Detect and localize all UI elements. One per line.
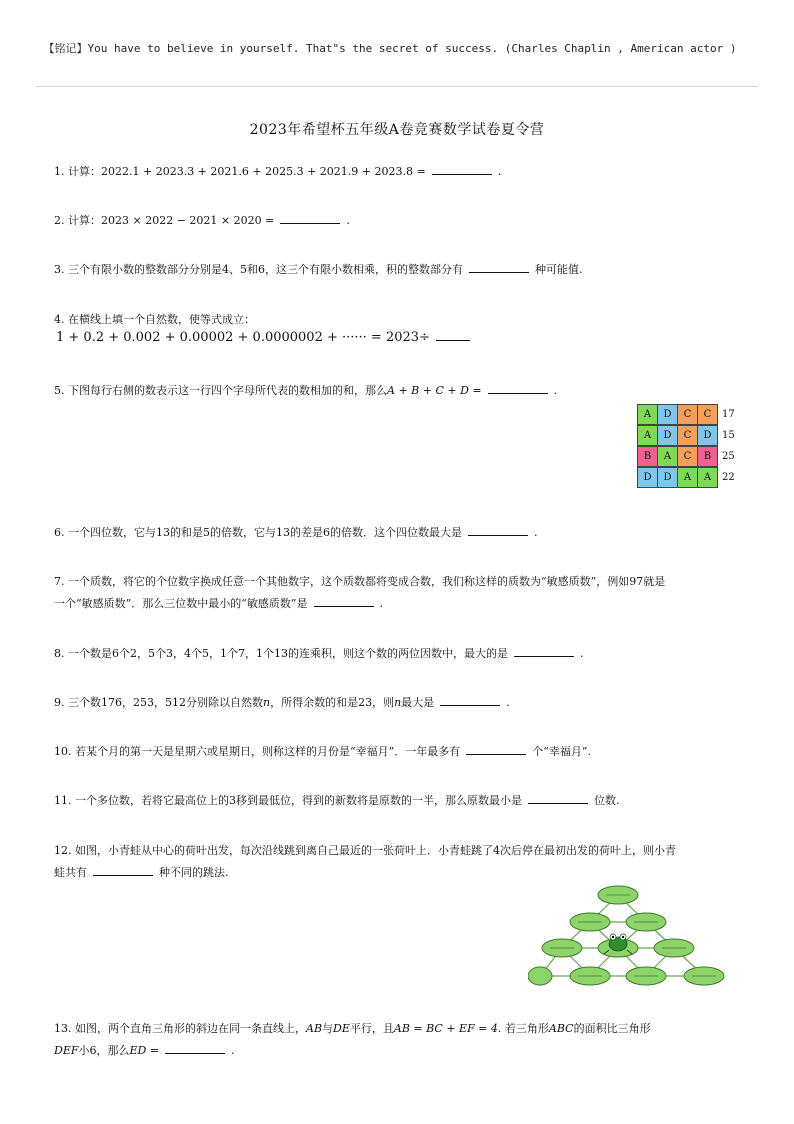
q7-answer-blank[interactable] xyxy=(314,595,374,607)
grid-cell: C xyxy=(697,404,718,425)
q11-answer-blank[interactable] xyxy=(528,792,588,804)
grid-cell: C xyxy=(677,446,698,467)
q12-line2: 蛙共有 xyxy=(54,866,87,879)
grid-row-sum: 15 xyxy=(722,430,735,441)
question-12-line-2 xyxy=(54,862,229,884)
grid-cell: A xyxy=(657,446,678,467)
q4-text: 4. 在横线上填一个自然数，使等式成立： xyxy=(54,313,255,326)
q8-text: 8. 一个数是6个2，5个3，4个5，1个7，1个13的连乘积，则这个数的两位因数中，最大的是 xyxy=(54,647,508,660)
q12-suffix: 种不同的跳法. xyxy=(159,866,229,879)
grid-cell: D xyxy=(697,425,718,446)
q13-suffix: . xyxy=(231,1044,235,1057)
q3-text: 3. 三个有限小数的整数部分分别是4、5和6，这三个有限小数相乘，积的整数部分有 xyxy=(54,263,463,276)
q5-answer-blank[interactable] xyxy=(488,382,548,394)
q6-suffix: . xyxy=(533,526,538,539)
q9-variable-n-2: n xyxy=(394,696,402,709)
q13-text-c: 平行，且 xyxy=(349,1022,394,1035)
grid-cell: D xyxy=(657,467,678,488)
grid-row xyxy=(637,404,744,425)
q13-de: DE xyxy=(333,1022,350,1035)
question-4 xyxy=(54,309,255,331)
q1-prefix: 1. 计算： xyxy=(54,165,101,178)
question-6 xyxy=(54,522,537,544)
q7-line2: 一个“敏感质数”．那么三位数中最小的“敏感质数”是 xyxy=(54,597,308,610)
letter-sum-grid xyxy=(637,404,744,488)
question-1 xyxy=(54,161,501,183)
grid-cell: D xyxy=(657,404,678,425)
lily-pad-figure xyxy=(528,880,744,990)
grid-cell: A xyxy=(677,467,698,488)
question-9 xyxy=(54,692,510,714)
q10-answer-blank[interactable] xyxy=(466,743,526,755)
q8-suffix: . xyxy=(579,647,584,660)
q13-text-d: . 若三角形 xyxy=(497,1022,549,1035)
q13-text-a: 13. 如图，两个直角三角形的斜边在同一条直线上， xyxy=(54,1022,306,1035)
q9-answer-blank[interactable] xyxy=(440,694,500,706)
q1-expression: 2022.1 + 2023.3 + 2021.6 + 2025.3 + 2021.9 + 2023.8 = xyxy=(101,165,426,178)
q2-suffix: . xyxy=(346,214,350,227)
q11-text: 11. 一个多位数，若将它最高位上的3移到最低位，得到的新数将是原数的一半，那么原数最小是 xyxy=(54,794,522,807)
q2-expression: 2023 × 2022 − 2021 × 2020 = xyxy=(101,214,275,227)
question-3 xyxy=(54,259,583,281)
q7-suffix: . xyxy=(379,597,383,610)
question-7-line-1 xyxy=(54,571,665,593)
q9-suffix: . xyxy=(506,696,510,709)
q2-answer-blank[interactable] xyxy=(280,212,340,224)
question-13-line-2 xyxy=(54,1040,235,1062)
q13-ed: ED = xyxy=(129,1044,160,1057)
q13-answer-blank[interactable] xyxy=(165,1042,225,1054)
header-divider xyxy=(36,86,758,87)
q3-answer-blank[interactable] xyxy=(469,261,529,273)
grid-cell: A xyxy=(637,404,658,425)
motto-header: 【铭记】You have to believe in yourself. That"s the secret of success. (Charles Chaplin , American actor ) xyxy=(43,42,737,55)
grid-cell: C xyxy=(677,404,698,425)
page-title: 2023年希望杯五年级A卷竞赛数学试卷夏令营 xyxy=(249,122,545,138)
question-13-line-1 xyxy=(54,1018,651,1040)
q1-answer-blank[interactable] xyxy=(432,163,492,175)
grid-cell: D xyxy=(637,467,658,488)
q11-suffix: 位数. xyxy=(594,794,620,807)
q9-text-b: ，所得余数的和是23，则 xyxy=(270,696,395,709)
q5-expression: A + B + C + D = xyxy=(387,384,482,397)
grid-cell: C xyxy=(677,425,698,446)
grid-cell: A xyxy=(637,425,658,446)
lily-pad xyxy=(528,967,552,985)
grid-cell: B xyxy=(697,446,718,467)
q13-text-f: 小6，那么 xyxy=(78,1044,130,1057)
grid-cell: B xyxy=(637,446,658,467)
q6-answer-blank[interactable] xyxy=(468,524,528,536)
q4-answer-blank[interactable] xyxy=(436,329,470,341)
q5-text: 5. 下图每行右侧的数表示这一行四个字母所代表的数相加的和，那么 xyxy=(54,384,387,397)
q13-ab: AB xyxy=(306,1022,323,1035)
q13-abc: ABC xyxy=(548,1022,574,1035)
q2-prefix: 2. 计算： xyxy=(54,214,101,227)
q9-text-c: 最大是 xyxy=(401,696,435,709)
q6-text: 6. 一个四位数，它与13的和是5的倍数，它与13的差是6的倍数．这个四位数最大是 xyxy=(54,526,462,539)
q13-text-b: 与 xyxy=(322,1022,334,1035)
q4-expression: 1 + 0.2 + 0.002 + 0.00002 + 0.0000002 + ······ = 2023÷ xyxy=(56,330,430,345)
question-5 xyxy=(54,380,557,402)
question-2 xyxy=(54,210,350,232)
q9-text-a: 9. 三个数176，253，512分别除以自然数 xyxy=(54,696,263,709)
lily-pads xyxy=(528,886,724,985)
q12-line1: 12. 如图，小青蛙从中心的荷叶出发，每次沿线跳到离自己最近的一张荷叶上．小青蛙跳了4次后停在最初出发的荷叶上，则小青 xyxy=(54,844,676,857)
q5-suffix: . xyxy=(553,384,558,397)
grid-row-sum: 25 xyxy=(722,451,735,462)
grid-row xyxy=(637,446,744,467)
q13-equation: AB = BC + EF = 4 xyxy=(393,1022,498,1035)
q13-text-e: 的面积比三角形 xyxy=(573,1022,651,1035)
question-11 xyxy=(54,790,620,812)
question-7-line-2 xyxy=(54,593,383,615)
question-10 xyxy=(54,741,591,763)
q4-equation xyxy=(56,329,476,345)
grid-row-sum: 17 xyxy=(722,409,735,420)
q10-suffix: 个“幸福月”. xyxy=(532,745,591,758)
q7-line1: 7. 一个质数，将它的个位数字换成任意一个其他数字，这个质数都将变成合数，我们称这样的质数为“敏感质数”，例如97就是 xyxy=(54,575,666,588)
question-12-line-1 xyxy=(54,840,676,862)
q3-suffix: 种可能值. xyxy=(535,263,583,276)
question-8 xyxy=(54,643,583,665)
q9-variable-n: n xyxy=(262,696,271,709)
q12-answer-blank[interactable] xyxy=(93,864,153,876)
grid-cell: D xyxy=(657,425,678,446)
grid-row xyxy=(637,425,744,446)
q1-suffix: . xyxy=(497,165,502,178)
grid-row-sum: 22 xyxy=(722,472,735,483)
q8-answer-blank[interactable] xyxy=(514,645,574,657)
grid-row xyxy=(637,467,744,488)
grid-cell: A xyxy=(697,467,718,488)
q10-text: 10. 若某个月的第一天是星期六或星期日，则称这样的月份是“幸福月”．一年最多有 xyxy=(54,745,461,758)
q13-def: DEF xyxy=(54,1044,79,1057)
